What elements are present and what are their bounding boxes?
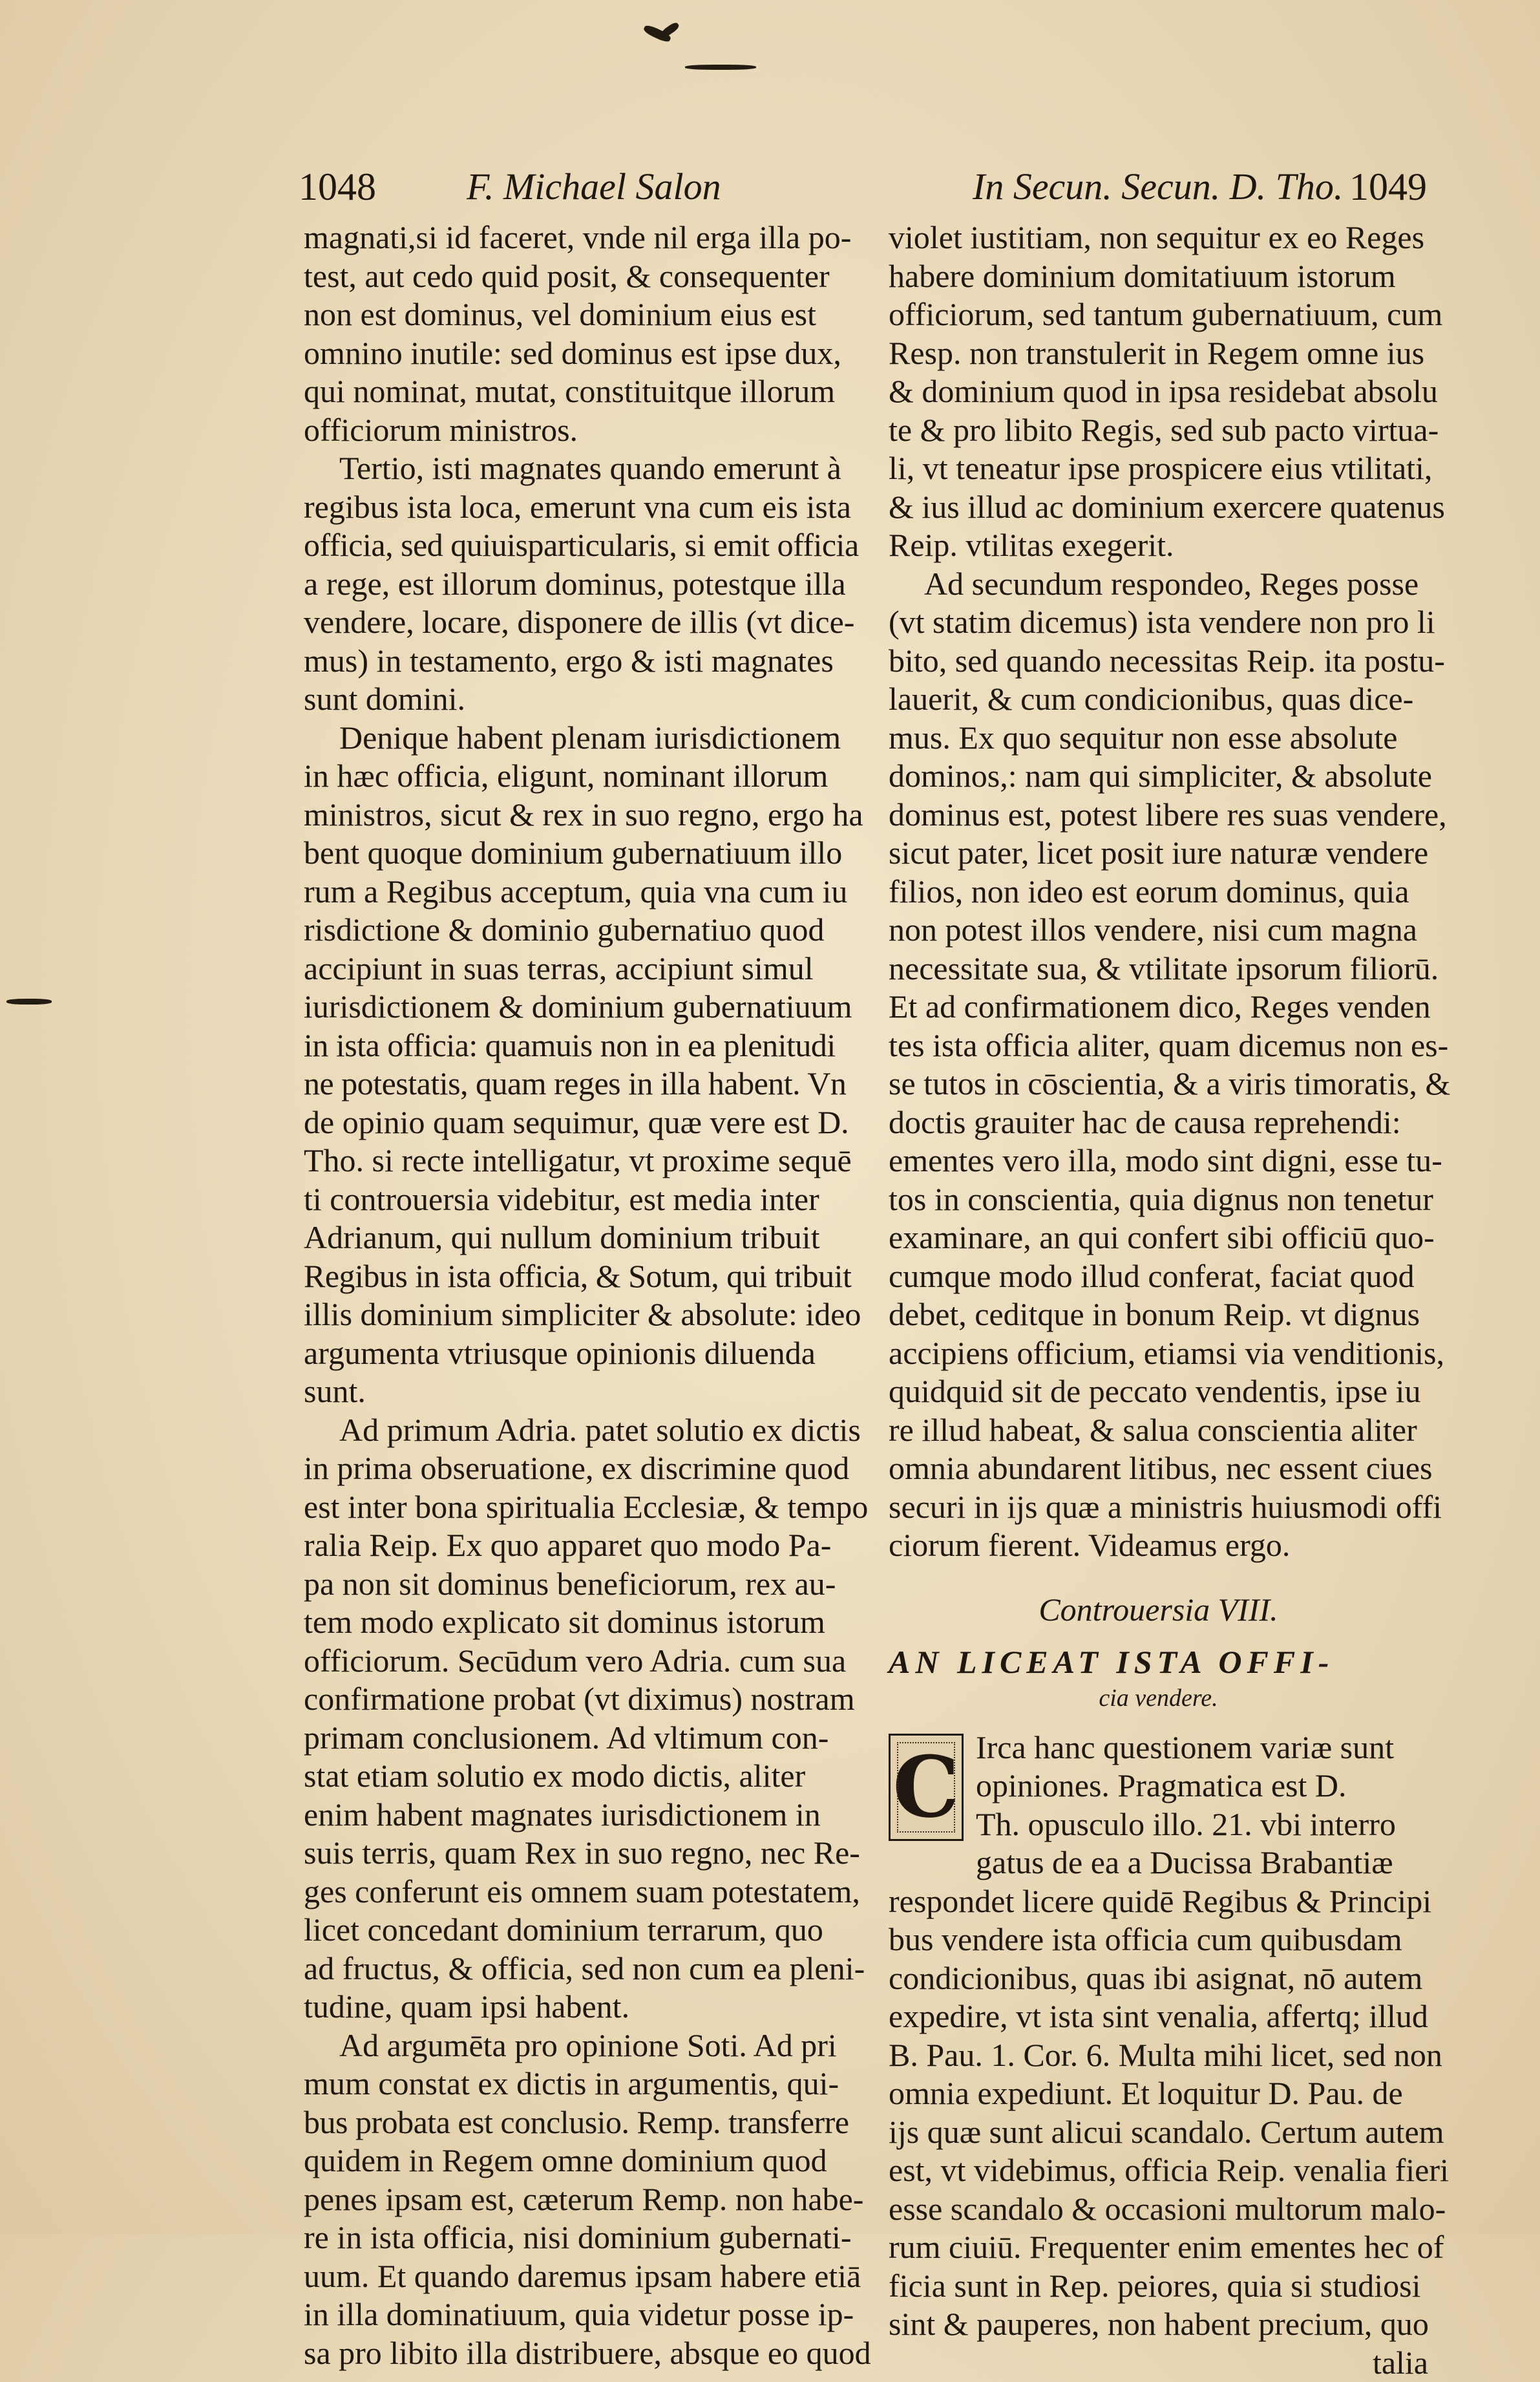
text-line: iurisdictionem & dominium gubernatiuum <box>304 988 853 1026</box>
text-line: in hæc officia, eligunt, nominant illorum <box>304 757 853 796</box>
text-line: Ad argumēta pro opinione Soti. Ad pri <box>304 2026 853 2065</box>
text-line: est inter bona spiritualia Ecclesiæ, & tempo <box>304 1488 853 1527</box>
text-line: uum. Et quando daremus ipsam habere etiā <box>304 2257 853 2296</box>
text-line: Denique habent plenam iurisdictionem <box>304 719 853 758</box>
text-line: mum constat ex dictis in argumentis, qui- <box>304 2065 853 2103</box>
text-line: dominos,: nam qui simpliciter, & absolute <box>889 757 1428 796</box>
text-line: officiorum. Secūdum vero Adria. cum sua <box>304 1642 853 1681</box>
text-line: mus. Ex quo sequitur non esse absolute <box>889 719 1428 758</box>
text-line: bus probata est conclusio. Remp. transferre <box>304 2103 853 2142</box>
text-line: sicut pater, licet posit iure naturæ vendere <box>889 834 1428 873</box>
text-line: pa non sit dominus beneficiorum, rex au- <box>304 1565 853 1604</box>
text-line: filios, non ideo est eorum dominus, quia <box>889 873 1428 911</box>
text-line: omnino inutile: sed dominus est ipse dux, <box>304 334 853 373</box>
text-line: tes ista officia aliter, quam dicemus non es- <box>889 1026 1428 1065</box>
right-column <box>889 218 1428 2382</box>
text-line: sint & pauperes, non habent precium, quo <box>889 2305 1428 2344</box>
text-line: se tutos in cōscientia, & a viris timoratis, & <box>889 1065 1428 1103</box>
text-line: securi in ijs quæ a ministris huiusmodi offi <box>889 1488 1428 1527</box>
text-line: primam conclusionem. Ad vltimum con- <box>304 1719 853 1758</box>
text-line: ad fructus, & officia, sed non cum ea pleni- <box>304 1950 853 1988</box>
text-line: suis terris, quam Rex in suo regno, nec Re- <box>304 1834 853 1873</box>
text-line: condicionibus, quas ibi asignat, nō autem <box>889 1959 1428 1998</box>
text-line: penes ipsam est, cæterum Remp. non habe- <box>304 2180 853 2219</box>
text-line: risdictione & dominio gubernatiuo quod <box>304 911 853 950</box>
text-line: magnati,si id faceret, vnde nil erga illa po- <box>304 218 853 257</box>
text-line: B. Pau. 1. Cor. 6. Multa mihi licet, sed non <box>889 2036 1428 2075</box>
text-line: enim habent magnates iurisdictionem in <box>304 1796 853 1834</box>
text-line: illis dominium simpliciter & absolute: ideo <box>304 1295 853 1334</box>
text-line: mus) in testamento, ergo & isti magnates <box>304 642 853 681</box>
text-line: rum ciuiū. Frequenter enim ementes hec of <box>889 2228 1428 2267</box>
text-line: confirmatione probat (vt diximus) nostram <box>304 1680 853 1719</box>
text-line: bent quoque dominium gubernatiuum illo <box>304 834 853 873</box>
text-line: esse scandalo & occasioni multorum malo- <box>889 2190 1428 2229</box>
text-line: ciorum fierent. Videamus ergo. <box>889 1526 1428 1565</box>
text-line: in illa dominatiuum, quia videtur posse ip- <box>304 2295 853 2334</box>
text-line: accipiens officium, etiamsi via venditionis, <box>889 1334 1428 1373</box>
text-line: (vt statim dicemus) ista vendere non pro li <box>889 603 1428 642</box>
text-line: ralia Reip. Ex quo apparet quo modo Pa- <box>304 1526 853 1565</box>
ink-mark-top-2 <box>660 21 680 38</box>
text-line: Th. opusculo illo. 21. vbi interro <box>889 1805 1428 1844</box>
right-running-title: In Secun. Secun. D. Tho. <box>973 165 1343 208</box>
text-line: debet, ceditque in bonum Reip. vt dignus <box>889 1295 1428 1334</box>
text-line: examinare, an qui confert sibi officiū quo- <box>889 1218 1428 1257</box>
text-line: cumque modo illud conferat, faciat quod <box>889 1257 1428 1296</box>
text-line: de opinio quam sequimur, quæ vere est D. <box>304 1103 853 1142</box>
catchword: talia <box>889 2344 1428 2382</box>
text-line: Tho. si recte intelligatur, vt proxime sequē <box>304 1142 853 1180</box>
text-line: necessitate sua, & vtilitate ipsorum filiorū. <box>889 950 1428 988</box>
text-line: bus vendere ista officia cum quibusdam <box>889 1920 1428 1959</box>
ink-mark-left-margin <box>6 999 52 1005</box>
text-line: omnia expediunt. Et loquitur D. Pau. de <box>889 2074 1428 2113</box>
text-line: tem modo explicato sit dominus istorum <box>304 1603 853 1642</box>
text-line: opiniones. Pragmatica est D. <box>889 1767 1428 1805</box>
text-line: tos in conscientia, quia dignus non tenetur <box>889 1180 1428 1219</box>
page-header <box>0 165 1540 217</box>
text-line: sunt. <box>304 1372 853 1411</box>
text-line: officiorum, sed tantum gubernatiuum, cum <box>889 295 1428 334</box>
text-line: ti controuersia videbitur, est media inter <box>304 1180 853 1219</box>
text-line: respondet licere quidē Regibus & Principi <box>889 1882 1428 1921</box>
controversy-heading: Controuersia VIII. <box>889 1591 1428 1630</box>
text-line: rum a Regibus acceptum, quia vna cum iu <box>304 873 853 911</box>
text-line: ficia sunt in Rep. peiores, quia si studiosi <box>889 2267 1428 2306</box>
text-line: argumenta vtriusque opinionis diluenda <box>304 1334 853 1373</box>
text-line: quidem in Regem omne dominium quod <box>304 2142 853 2180</box>
text-line: officia, sed quiuisparticularis, si emit officia <box>304 526 853 565</box>
text-line: ministros, sicut & rex in suo regno, ergo ha <box>304 796 853 835</box>
text-line: accipiunt in suas terras, accipiunt simul <box>304 950 853 988</box>
ink-mark-dash <box>685 65 756 70</box>
text-line: Tertio, isti magnates quando emerunt à <box>304 449 853 488</box>
text-line: regibus ista loca, emerunt vna cum eis ista <box>304 488 853 527</box>
text-line: doctis grauiter hac de causa reprehendi: <box>889 1103 1428 1142</box>
text-line: omnia abundarent litibus, nec essent ciues <box>889 1449 1428 1488</box>
drop-cap-paragraph <box>889 1728 1428 1882</box>
text-line: licet concedant dominium terrarum, quo <box>304 1911 853 1950</box>
text-line: bito, sed quando necessitas Reip. ita postu- <box>889 642 1428 681</box>
text-line: ges conferunt eis omnem suam potestatem, <box>304 1873 853 1911</box>
text-line: habere dominium domitatiuum istorum <box>889 257 1428 296</box>
text-line: non potest illos vendere, nisi cum magna <box>889 911 1428 950</box>
left-page-number: 1048 <box>299 165 376 209</box>
section-title: AN LICEAT ISTA OFFI- <box>889 1643 1428 1682</box>
text-line: sunt domini. <box>304 680 853 719</box>
text-line: Regibus in ista officia, & Sotum, qui tribuit <box>304 1257 853 1296</box>
text-line: officiorum ministros. <box>304 411 853 450</box>
text-line: re in ista officia, nisi dominium gubernati- <box>304 2218 853 2257</box>
text-line: & ius illud ac dominium exercere quatenus <box>889 488 1428 527</box>
text-line: gatus de ea a Ducissa Brabantiæ <box>889 1844 1428 1882</box>
text-line: Irca hanc questionem variæ sunt <box>889 1728 1428 1767</box>
text-line: est, vt videbimus, officia Reip. venalia fieri <box>889 2151 1428 2190</box>
text-line: dominus est, potest libere res suas vendere, <box>889 796 1428 835</box>
text-line: ijs quæ sunt alicui scandalo. Certum autem <box>889 2113 1428 2152</box>
drop-cap-initial: C <box>889 1734 964 1841</box>
text-line: violet iustitiam, non sequitur ex eo Reges <box>889 218 1428 257</box>
text-line: lauerit, & cum condicionibus, quas dice- <box>889 680 1428 719</box>
section-title-continuation: cia vendere. <box>889 1682 1428 1714</box>
text-line: ementes vero illa, modo sint digni, esse tu- <box>889 1142 1428 1180</box>
text-line: Et ad confirmationem dico, Reges venden <box>889 988 1428 1026</box>
text-line: Ad secundum respondeo, Reges posse <box>889 565 1428 604</box>
text-line: quidquid sit de peccato vendentis, ipse iu <box>889 1372 1428 1411</box>
text-line: re illud habeat, & salua conscientia aliter <box>889 1411 1428 1450</box>
text-line: tudine, quam ipsi habent. <box>304 1988 853 2026</box>
text-line: Adrianum, qui nullum dominium tribuit <box>304 1218 853 1257</box>
right-page-number: 1049 <box>1349 165 1427 209</box>
text-line: stat etiam solutio ex modo dictis, aliter <box>304 1757 853 1796</box>
left-running-title: F. Michael Salon <box>467 165 721 208</box>
text-line: sa pro libito illa distribuere, absque eo quod <box>304 2334 853 2373</box>
text-line: non est dominus, vel dominium eius est <box>304 295 853 334</box>
text-line: Reip. vtilitas exegerit. <box>889 526 1428 565</box>
left-column <box>304 218 853 2372</box>
text-line: vendere, locare, disponere de illis (vt dice- <box>304 603 853 642</box>
text-line: expedire, vt ista sint venalia, affertq; illud <box>889 1997 1428 2036</box>
text-line: li, vt teneatur ipse prospicere eius vtilitati, <box>889 449 1428 488</box>
text-line: in ista officia: quamuis non in ea plenitudi <box>304 1026 853 1065</box>
text-line: qui nominat, mutat, constituitque illorum <box>304 372 853 411</box>
text-line: ne potestatis, quam reges in illa habent. Vn <box>304 1065 853 1103</box>
text-line: in prima obseruatione, ex discrimine quod <box>304 1449 853 1488</box>
text-line: test, aut cedo quid posit, & consequenter <box>304 257 853 296</box>
text-line: & dominium quod in ipsa residebat absolu <box>889 372 1428 411</box>
text-line: Ad primum Adria. patet solutio ex dictis <box>304 1411 853 1450</box>
text-line: Resp. non transtulerit in Regem omne ius <box>889 334 1428 373</box>
text-line: te & pro libito Regis, sed sub pacto virtua- <box>889 411 1428 450</box>
text-line: a rege, est illorum dominus, potestque illa <box>304 565 853 604</box>
